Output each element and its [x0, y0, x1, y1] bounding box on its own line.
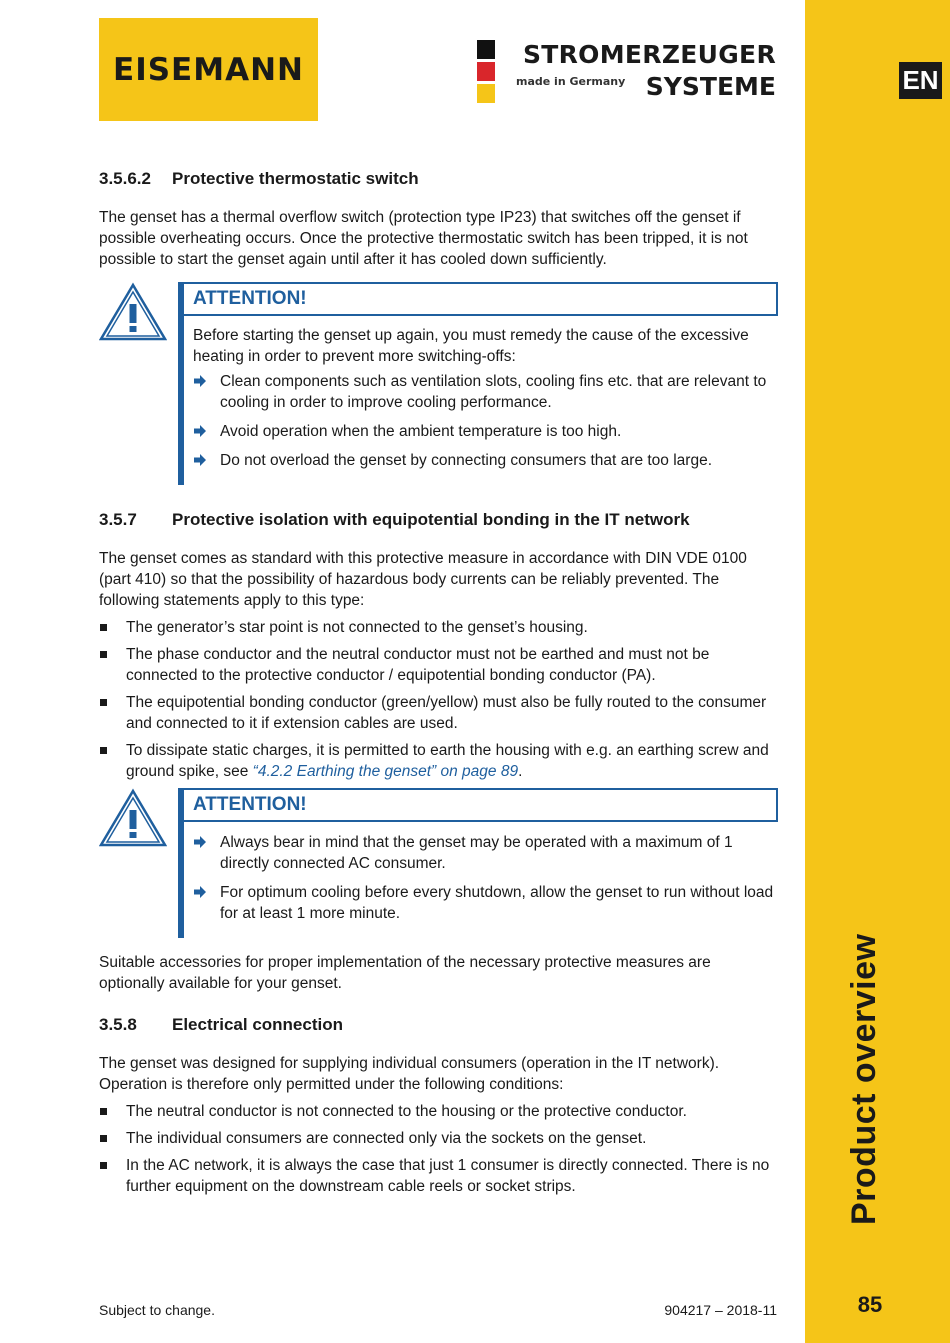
section-title-vertical: Product overview	[845, 933, 883, 1225]
attention-body	[178, 282, 778, 485]
eisemann-logo	[99, 18, 318, 121]
heading-title: Electrical connection	[172, 1015, 343, 1034]
list-item: Clean components such as ventilation slots, cooling fins etc. that are relevant to cooling in order to improve cooling performance.	[193, 371, 778, 413]
attention-label: ATTENTION!	[184, 282, 778, 316]
list-item: The neutral conductor is not connected to the housing or the protective conductor.	[99, 1101, 778, 1122]
warning-triangle-icon	[99, 788, 178, 938]
attention-body	[178, 788, 778, 938]
heading-number: 3.5.6.2	[99, 169, 151, 188]
list-item: In the AC network, it is always the case that just 1 consumer is directly connected. There is no further equipment on the downstream cable reels or socket strips.	[99, 1155, 778, 1197]
list-item: Always bear in mind that the genset may be operated with a maximum of 1 directly connected AC consumer.	[193, 832, 778, 874]
brand-line-2: SYSTEME	[645, 72, 776, 101]
paragraph: The genset comes as standard with this protective measure in accordance with DIN VDE 0100 (part 410) so that the possibility of hazardous body currents can be reliably prevented. The following statements apply to this type:	[99, 550, 747, 609]
heading-title: Protective isolation with equipotential bonding in the IT network	[172, 510, 690, 529]
paragraph: The genset was designed for supplying individual consumers (operation in the IT network). Operation is therefore only permitted under the following conditions:	[99, 1055, 720, 1093]
attention-text: Before starting the genset up again, you must remedy the cause of the excessive heating in order to prevent more switching-offs:	[193, 327, 749, 365]
bullet-list	[99, 1101, 778, 1197]
footer-note: Subject to change.	[99, 1302, 215, 1318]
heading-title: Protective thermostatic switch	[172, 169, 419, 188]
heading-number: 3.5.8	[99, 1015, 137, 1034]
arrow-right-icon	[193, 835, 207, 849]
attention-label: ATTENTION!	[184, 788, 778, 822]
attention-box	[99, 282, 778, 485]
language-badge: EN	[899, 62, 942, 99]
attention-list	[193, 832, 778, 924]
list-item: To dissipate static charges, it is permitted to earth the housing with e.g. an earthing screw and ground spike, see “4.2.2 Earthing the genset” on page 89.	[99, 740, 778, 782]
warning-triangle-icon	[99, 282, 178, 485]
heading-3-5-8	[99, 1014, 778, 1036]
heading-3-5-7	[99, 509, 778, 531]
list-item: Avoid operation when the ambient temperature is too high.	[193, 421, 778, 442]
attention-list	[193, 371, 778, 471]
heading-number: 3.5.7	[99, 510, 137, 529]
list-item: The equipotential bonding conductor (green/yellow) must also be fully routed to the consumer and connected to it if extension cables are used.	[99, 692, 778, 734]
footer-doc-id: 904217 – 2018-11	[664, 1302, 777, 1318]
arrow-right-icon	[193, 374, 207, 388]
german-flag-icon	[477, 40, 495, 106]
logo-text: EISEMANN	[113, 51, 304, 88]
arrow-right-icon	[193, 885, 207, 899]
paragraph: Suitable accessories for proper implementation of the necessary protective measures are optionally available for your genset.	[99, 954, 711, 992]
main-content	[99, 168, 778, 1203]
brand-made-in-germany: made in Germany	[516, 75, 626, 88]
list-item: For optimum cooling before every shutdown, allow the genset to run without load for at least 1 more minute.	[193, 882, 778, 924]
list-item: The generator’s star point is not connected to the genset’s housing.	[99, 617, 778, 638]
page-number: 85	[857, 1292, 883, 1317]
bullet-list	[99, 617, 778, 782]
brand-line-1: STROMERZEUGER	[522, 40, 776, 69]
list-item: The phase conductor and the neutral conductor must not be earthed and must not be connected to the protective conductor / equipotential bonding conductor (PA).	[99, 644, 778, 686]
heading-3-5-6-2	[99, 168, 778, 190]
list-item: The individual consumers are connected only via the sockets on the genset.	[99, 1128, 778, 1149]
cross-reference-link[interactable]: “4.2.2 Earthing the genset” on page 89	[252, 763, 519, 780]
paragraph: The genset has a thermal overflow switch (protection type IP23) that switches off the genset if possible overheating occurs. Once the protective thermostatic switch has been tripped, it is not possible to start the genset again until after it has cooled down sufficiently.	[99, 209, 748, 268]
arrow-right-icon	[193, 424, 207, 438]
arrow-right-icon	[193, 453, 207, 467]
attention-box	[99, 788, 778, 938]
list-item: Do not overload the genset by connecting consumers that are too large.	[193, 450, 778, 471]
